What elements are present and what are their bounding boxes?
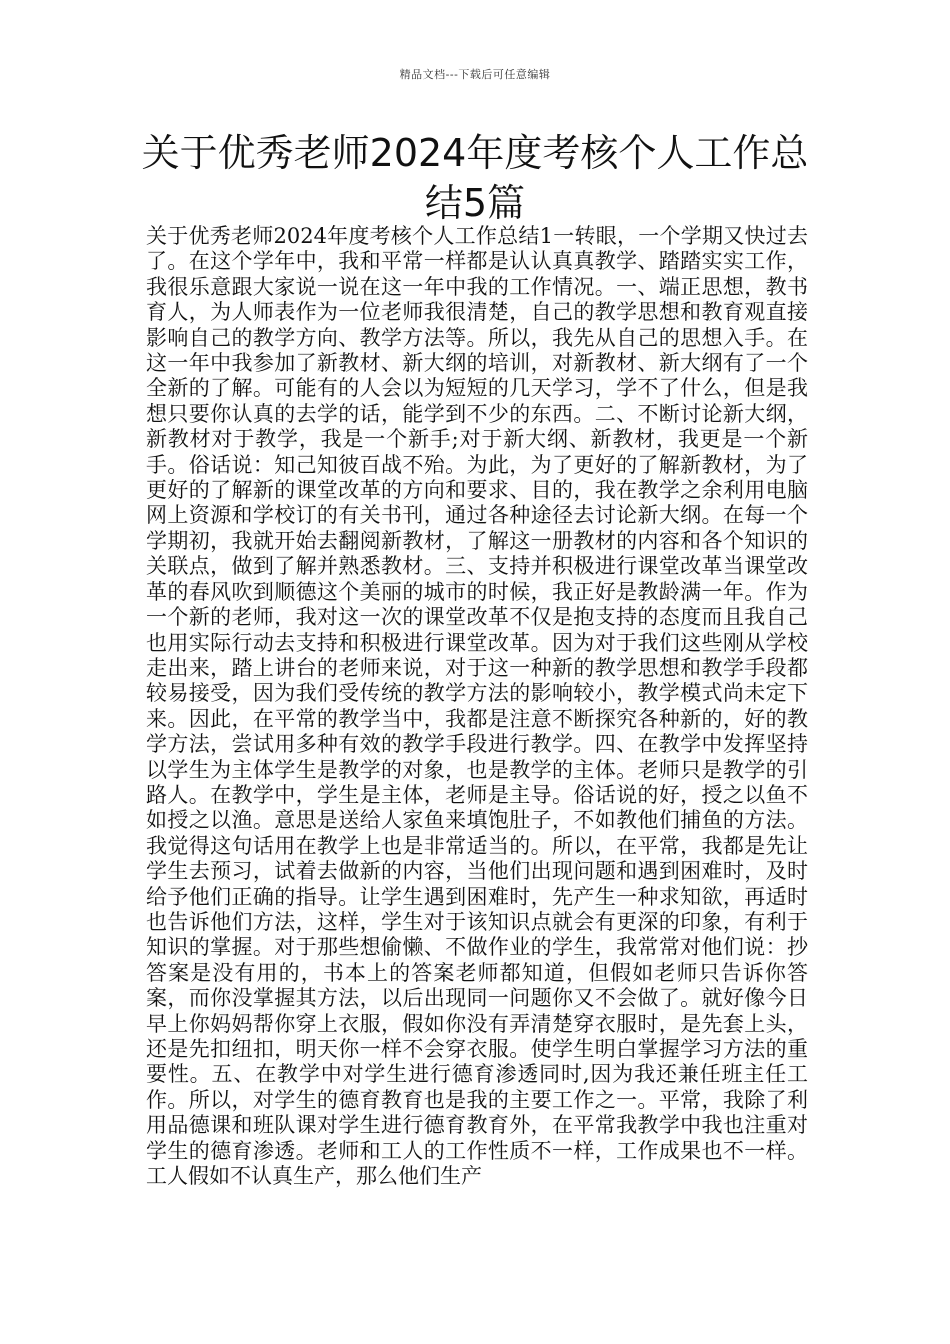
document-body: 关于优秀老师2024年度考核个人工作总结1一转眼，一个学期又快过去了。在这个学年中，我和平常一样都是认认真真教学、踏踏实实工作，我很乐意跟大家说一说在这一年中我的工作情况。一、端正思想，教书育人，为人师表作为一位老师我很清楚，自己的教学思想和教育观直接影响自己的教学方向、教学方法等。所以，我先从自己的思想入手。在这一年中我参加了新教材、新大纲的培训，对新教材、新大纲有了一个全新的了解。可能有的人会以为短短的几天学习，学不了什么，但是我想只要你认真的去学的话，能学到不少的东西。二、不断讨论新大纲，新教材对于教学，我是一个新手;对于新大纲、新教材，我更是一个新手。俗话说：知己知彼百战不殆。为此，为了更好的了解新教材，为了更好的了解新的课堂改革的方向和要求、目的，我在教学之余利用电脑网上资源和学校订的有关书刊，通过各种途径去讨论新大纲。在每一个学期初，我就开始去翻阅新教材，了解这一册教材的内容和各个知识的关联点，做到了解并熟悉教材。三、支持并积极进行课堂改革当课堂改革的春风吹到顺德这个美丽的城市的时候，我正好是教龄满一年。作为一个新的老师，我对这一次的课堂改革不仅是抱支持的态度而且我自己也用实际行动去支持和积极进行课堂改革。因为对于我们这些刚从学校走出来，踏上讲台的老师来说，对于这一种新的教学思想和教学手段都较易接受，因为我们受传统的教学方法的影响较小，教学模式尚未定下来。因此，在平常的教学当中，我都是注意不断探究各种新的，好的教学方法，尝试用多种有效的教学手段进行教学。四、在教学中发挥坚持以学生为主体学生是教学的对象，也是教学的主体。老师只是教学的引路人。在教学中，学生是主体，老师是主导。俗话说的好，授之以鱼不如授之以渔。意思是送给人家鱼来填饱肚子，不如教他们捕鱼的方法。我觉得这句话用在教学上也是非常适当的。所以，在平常，我都是先让学生去预习，试着去做新的内容，当他们出现问题和遇到困难时，及时给予他们正确的指导。让学生遇到困难时，先产生一种求知欲，再适时也告诉他们方法，这样，学生对于该知识点就会有更深的印象，有利于知识的掌握。对于那些想偷懒、不做作业的学生，我常常对他们说：抄答案是没有用的，书本上的答案老师都知道，但假如老师只告诉你答案，而你没掌握其方法，以后出现同一问题你又不会做了。就好像今日早上你妈妈帮你穿上衣服，假如你没有弄清楚穿衣服时，是先套上头，还是先扣纽扣，明天你一样不会穿衣服。使学生明白掌握学习方法的重要性。五、在教学中对学生进行德育渗透同时,因为我还兼任班主任工作。所以，对学生的德育教育也是我的主要工作之一。平常，我除了利用品德课和班队课对学生进行德育教育外，在平常我教学中我也注重对学生的德育渗透。老师和工人的工作性质不一样，工作成果也不一样。工人假如不认真生产，那么他们生产 (146, 224, 808, 1189)
document-title: 关于优秀老师2024年度考核个人工作总结5篇 (141, 131, 809, 225)
page-header: 精品文档---下载后可任意编辑 (399, 68, 551, 81)
